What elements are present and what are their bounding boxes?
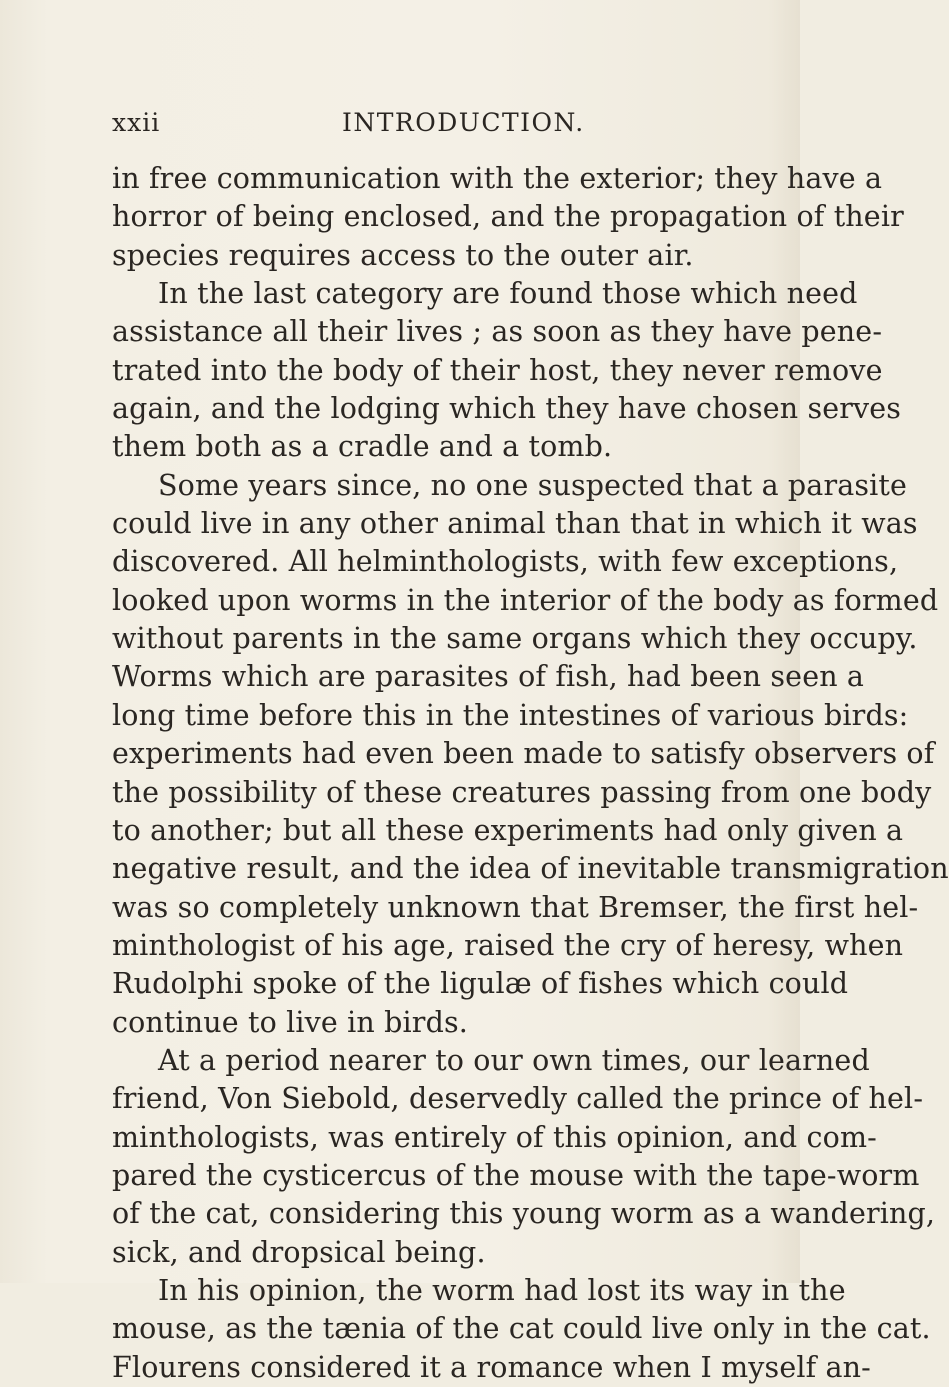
text-line: horror of being enclosed, and the propagation of their [112, 200, 904, 234]
page-number: xxii [112, 108, 161, 137]
text-line: minthologists, was entirely of this opinion, and com- [112, 1120, 877, 1154]
text-line: in free communication with the exterior; they have a [112, 162, 883, 195]
text-line: of the cat, considering this young worm as a wandering, [112, 1197, 936, 1231]
text-line: Flourens considered it a romance when I myself an- [112, 1350, 871, 1384]
text-line: was so completely unknown that Bremser, the first hel- [112, 890, 919, 924]
text-line: Rudolphi spoke of the ligulæ of fishes which could [112, 967, 849, 1001]
text-line: sick, and dropsical being. [112, 1235, 486, 1269]
text-line: to another; but all these experiments had only given a [112, 813, 904, 847]
text-line: In the last category are found those which need [158, 277, 858, 311]
text-line: the possibility of these creatures passing from one body [112, 775, 932, 809]
text-line: minthologist of his age, raised the cry of heresy, when [112, 928, 904, 962]
text-line: discovered. All helminthologists, with few exceptions, [112, 545, 899, 579]
text-line: experiments had even been made to satisfy observers of [112, 737, 935, 771]
body-text [112, 160, 949, 1387]
text-line: friend, Von Siebold, deservedly called the prince of hel- [112, 1082, 924, 1116]
text-line: Worms which are parasites of fish, had been seen a [112, 660, 865, 694]
text-line: continue to live in birds. [112, 1005, 468, 1039]
text-line: looked upon worms in the interior of the body as formed [112, 583, 939, 617]
running-head: INTRODUCTION. [342, 108, 585, 137]
text-line: In his opinion, the worm had lost its way in the [158, 1273, 846, 1307]
text-line: without parents in the same organs which they occupy. [112, 622, 918, 656]
text-line: At a period nearer to our own times, our learned [158, 1043, 870, 1077]
text-line: species requires access to the outer air. [112, 238, 694, 272]
text-line: them both as a cradle and a tomb. [112, 430, 613, 464]
text-line: long time before this in the intestines of various birds: [112, 698, 909, 732]
text-line: pared the cysticercus of the mouse with the tape-worm [112, 1158, 920, 1192]
text-line: could live in any other animal than that in which it was [112, 507, 918, 541]
text-line: Some years since, no one suspected that a parasite [158, 468, 908, 502]
text-line: assistance all their lives ; as soon as they have pene- [112, 315, 883, 349]
page-header [112, 108, 712, 138]
text-line: negative result, and the idea of inevitable transmigration [112, 852, 949, 886]
text-line: trated into the body of their host, they never remove [112, 353, 883, 387]
text-line: again, and the lodging which they have chosen serves [112, 392, 902, 426]
text-line: mouse, as the tænia of the cat could live only in the cat. [112, 1312, 931, 1346]
